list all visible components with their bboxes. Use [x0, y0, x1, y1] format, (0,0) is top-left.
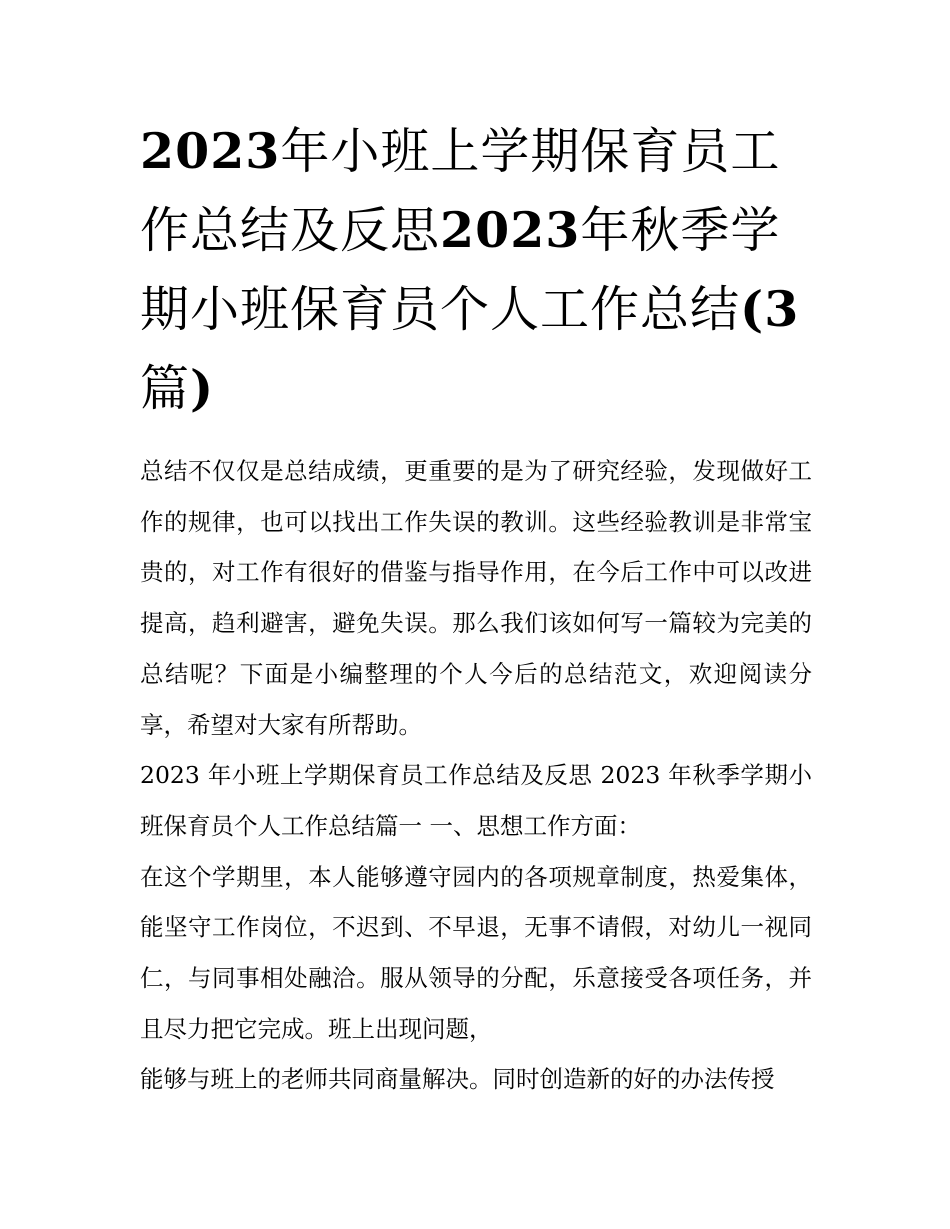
title-part: 篇: [140, 360, 191, 417]
title-part: 2023: [440, 201, 581, 259]
title-part: 年秋季学期小班保育员个人工作总结: [140, 202, 781, 338]
section-heading-paragraph: 2023 年小班上学期保育员工作总结及反思 2023 年秋季学期小班保育员个人工作总结篇一 一、思想工作方面：: [140, 761, 812, 840]
document-title: [140, 112, 812, 428]
title-part: 年小班上学期保育员工作总结及反思: [140, 123, 781, 259]
title-part: ): [190, 359, 215, 417]
document-body: [140, 112, 812, 1105]
body-paragraph: 能够与班上的老师共同商量解决。同时创造新的好的办法传授: [140, 1065, 775, 1094]
body-paragraph: 在这个学期里，本人能够遵守园内的各项规章制度，热爱集体，能坚守工作岗位，不迟到、不早退，无事不请假，对幼儿一视同仁，与同事相处融洽。服从领导的分配，乐意接受各项任务，并且尽力把它完成。班上出现问题，: [140, 862, 812, 1043]
title-part: (3: [740, 280, 800, 338]
title-part: 2023: [140, 122, 281, 180]
intro-paragraph: 总结不仅仅是总结成绩，更重要的是为了研究经验，发现做好工作的规律，也可以找出工作失误的教训。这些经验教训是非常宝贵的，对工作有很好的借鉴与指导作用，在今后工作中可以改进提高，趋利避害，避免失误。那么我们该如何写一篇较为完美的总结呢？下面是小编整理的个人今后的总结范文，欢迎阅读分享，希望对大家有所帮助。: [140, 457, 812, 739]
